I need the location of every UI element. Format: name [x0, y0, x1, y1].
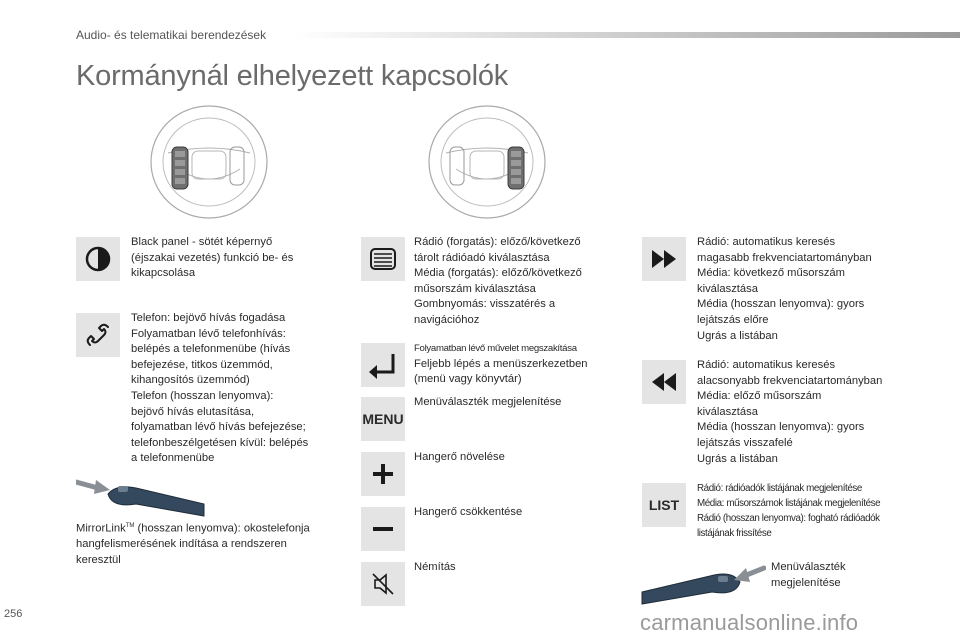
header-gradient-bar [295, 32, 960, 38]
steering-wheel-left-icon [148, 103, 270, 221]
section-header: Audio- és telematikai berendezések [76, 28, 267, 42]
menu-button-icon: MENU [361, 397, 405, 441]
list-description: Rádió: rádióadók listájának megjelenítése Média: műsorszámok listájának megjelenítése Rádió (hosszan lenyomva): fogható rádióadók listájának frissítése [697, 483, 881, 539]
menu-stalk-icon [640, 562, 766, 606]
volume-down-description: Hangerő csökkentése [414, 506, 523, 518]
voice-stalk-icon [76, 474, 206, 518]
fast-forward-description: Rádió: automatikus keresés magasabb frekvenciatartományban Média: következő műsorszám kiválasztása Média (hosszan lenyomva): gyors lejátszás előre Ugrás a listában [697, 236, 872, 342]
phone-description: Telefon: bejövő hívás fogadása Folyamatban lévő telefonhívás: belépés a telefonmenübe (hívás befejezése, titkos üzemmód, kihangosítós üzemmód) Telefon (hosszan lenyomva): bejövő hívás elutasítása, folyamatban lévő hívás befejezése; telefonbeszélgetésen kívül: belépés a telefonmenübe [131, 312, 309, 465]
page-number: 256 [4, 608, 23, 620]
list-button-icon: LIST [642, 483, 686, 527]
steering-wheel-right-icon [426, 103, 548, 221]
mirrorlink-description: MirrorLink™ (hosszan lenyomva): okostelefonja hangfelismerésének indítása a rendszeren keresztül [76, 522, 310, 566]
volume-up-description: Hangerő növelése [414, 451, 505, 463]
rewind-icon [642, 360, 686, 404]
phone-icon [76, 313, 120, 357]
menu-stalk-description: Menüválaszték megjelenítése [771, 561, 846, 589]
back-description: Folyamatban lévő művelet megszakítása Feljebb lépés a menüszerkezetben (menü vagy könyvtár) [414, 343, 588, 386]
mute-description: Némítás [414, 561, 456, 573]
watermark: carmanualsonline.info [640, 610, 859, 635]
black-panel-icon [76, 237, 120, 281]
plus-icon [361, 452, 405, 496]
fast-forward-icon [642, 237, 686, 281]
scroll-wheel-description: Rádió (forgatás): előző/következő tárolt rádióadó kiválasztása Média (forgatás): előző/következő műsorszám kiválasztása Gombnyomás: visszatérés a navigációhoz [414, 236, 582, 326]
scroll-wheel-icon [361, 237, 405, 281]
menu-description: Menüválaszték megjelenítése [414, 396, 562, 408]
black-panel-description: Black panel - sötét képernyő (éjszakai vezetés) funkció be- és kikapcsolása [131, 236, 294, 280]
mute-icon [361, 562, 405, 606]
page-title: Kormánynál elhelyezett kapcsolók [76, 60, 509, 92]
back-icon [361, 343, 405, 387]
rewind-description: Rádió: automatikus keresés alacsonyabb frekvenciatartományban Média: előző műsorszám kiválasztása Média (hosszan lenyomva): gyors lejátszás visszafelé Ugrás a listában [697, 359, 883, 465]
minus-icon [361, 507, 405, 551]
